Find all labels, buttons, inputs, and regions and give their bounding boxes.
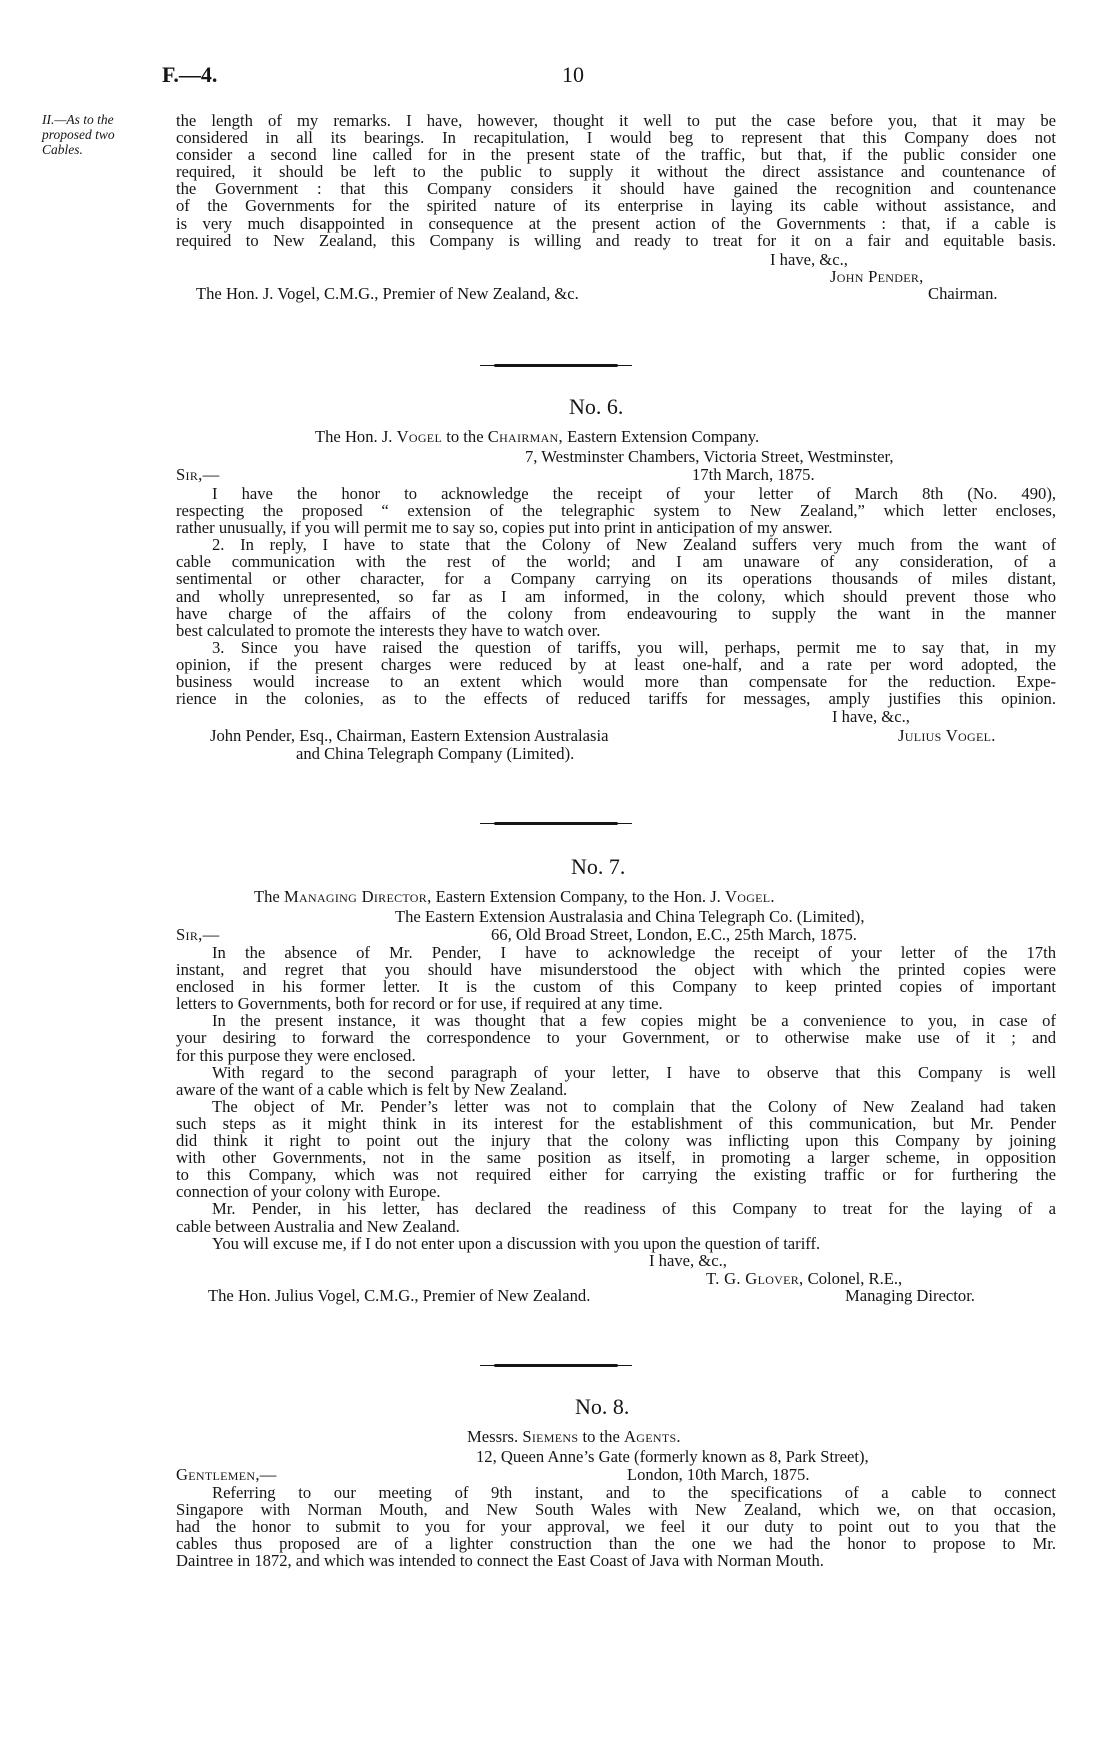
letter-body	[176, 485, 1056, 707]
body-line: 3. Since you have raised the question of tariffs, you will, perhaps, permit me to say that, in my	[212, 637, 1056, 657]
body-line: aware of the want of a cable which is felt by New Zealand.	[176, 1079, 568, 1099]
signer-name: T. G. Glover,	[706, 1269, 804, 1288]
body-line: respecting the proposed “ extension of the telegraphic system to New Zealand,” which letter encloses,	[176, 501, 1056, 521]
letter-title	[315, 428, 759, 445]
letter-body	[176, 1484, 1056, 1569]
body-line: In the present instance, it was thought that a few copies might be a convenience to you, in case of	[212, 1011, 1056, 1031]
letter-title	[467, 1428, 681, 1445]
letter-address: 66, Old Broad Street, London, E.C., 25th March, 1875.	[491, 925, 857, 944]
letter-date: 17th March, 1875.	[692, 465, 815, 484]
title-role: Chairman,	[487, 427, 563, 446]
letter-addressee: John Pender, Esq., Chairman, Eastern Extension Australasia	[210, 726, 609, 745]
letter-title	[254, 888, 775, 905]
section-divider	[494, 364, 618, 367]
body-line: In the absence of Mr. Pender, I have to acknowledge the receipt of your letter of the 17th	[212, 943, 1056, 962]
body-line: With regard to the second paragraph of your letter, I have to observe that this Company is well	[212, 1062, 1056, 1082]
body-line: enclosed in his former letter. It is the custom of this Company to keep printed copies of important	[176, 977, 1056, 997]
body-line: of the Governments for the spirited nature of its enterprise in laying its cable without assistance, and	[176, 196, 1056, 216]
letter-number: No. 6.	[569, 394, 624, 419]
letter-addressee: and China Telegraph Company (Limited).	[296, 744, 575, 763]
title-text: to the	[446, 427, 484, 446]
body-line: cable between Australia and New Zealand.	[176, 1216, 460, 1236]
body-line: Referring to our meeting of 9th instant, and to the specifications of a cable to connect	[212, 1483, 1056, 1502]
letter-closing: I have, &c.,	[832, 707, 910, 726]
title-text: The Hon. J.	[315, 427, 393, 446]
body-line: had the honor to submit to you for your approval, we feel it our duty to point out to you that the	[176, 1517, 1056, 1537]
body-line: You will excuse me, if I do not enter upon a discussion with you upon the question of tariff.	[212, 1233, 821, 1253]
margin-note-line: II.—As to the	[42, 112, 114, 127]
letter-signer-title: Managing Director.	[845, 1286, 975, 1305]
body-line: such steps as it might think in its interest for the establishment of this communication, but Mr. Pender	[176, 1113, 1056, 1133]
letter-body	[176, 944, 1056, 1252]
section-divider	[494, 822, 618, 825]
signer-rank: Colonel, R.E.,	[807, 1269, 903, 1288]
body-line: is very much disappointed in consequence at the present action of the Governments : that, if a cable is	[176, 213, 1056, 233]
letter-signer: Julius Vogel.	[898, 726, 996, 745]
body-line: rather unusually, if you will permit me to say so, copies put into print in anticipation of my answer.	[176, 518, 833, 538]
letter-addressee: The Hon. Julius Vogel, C.M.G., Premier of New Zealand.	[208, 1286, 591, 1305]
letter-number: No. 7.	[571, 854, 626, 879]
body-line: sentimental or other character, for a Company carrying on its operations thousands of miles distant,	[176, 569, 1056, 589]
body-line: required, it should be left to the public to supply it without the direct assistance and countenance of	[176, 162, 1056, 182]
body-line: The object of Mr. Pender’s letter was not to complain that the Colony of New Zealand had taken	[212, 1096, 1056, 1116]
body-line: best calculated to promote the interests they have to watch over.	[176, 620, 601, 640]
letter-number: No. 8.	[575, 1394, 630, 1419]
section-divider	[494, 1364, 618, 1367]
title-text: Eastern Extension Company.	[567, 427, 760, 446]
body-line: cable communication with the rest of the world; and I am unaware of any consideration, of a	[176, 552, 1056, 572]
body-line: letters to Governments, both for record or for use, if required at any time.	[176, 994, 663, 1014]
margin-note-line: Cables.	[42, 142, 83, 157]
salutation: Sir,—	[176, 465, 220, 484]
title-name: Vogel.	[724, 887, 775, 906]
intro-addressee: The Hon. J. Vogel, C.M.G., Premier of New Zealand, &c.	[196, 284, 579, 303]
body-line: required to New Zealand, this Company is willing and ready to treat for it on a fair and equitable basis.	[176, 230, 1056, 250]
body-line: did think it right to point out the injury that the colony was inflicting upon this Company by joining	[176, 1131, 1056, 1151]
intro-closing: I have, &c.,	[770, 250, 848, 269]
letter-closing: I have, &c.,	[649, 1251, 727, 1270]
margin-note-line: proposed two	[42, 127, 115, 142]
salutation: Gentlemen,—	[176, 1465, 277, 1484]
body-line: the Government : that this Company considers it should have gained the recognition and countenance	[176, 179, 1056, 199]
body-line: connection of your colony with Europe.	[176, 1182, 441, 1202]
title-text: Eastern Extension Company, to the Hon. J.	[435, 887, 721, 906]
letter-signer	[706, 1270, 902, 1287]
body-line: 2. In reply, I have to state that the Colony of New Zealand suffers very much from the want of	[212, 535, 1056, 555]
body-line: and wholly unrepresented, so far as I am informed, in the colony, which should prevent those who	[176, 586, 1056, 606]
page-number: 10	[562, 62, 584, 87]
body-line: consider a second line called for in the present state of the traffic, but that, if the public consider one	[176, 145, 1056, 165]
intro-signer: John Pender,	[830, 267, 924, 286]
letter-address: 12, Queen Anne’s Gate (formerly known as 8, Park Street),	[476, 1447, 869, 1466]
salutation: Sir,—	[176, 925, 220, 944]
letter-address: The Eastern Extension Australasia and China Telegraph Co. (Limited),	[395, 907, 865, 926]
title-role: Agents.	[623, 1427, 681, 1446]
title-name: Vogel	[396, 427, 443, 446]
body-line: opinion, if the present charges were reduced by at least one-half, and a rate per word adopted, the	[176, 654, 1056, 674]
title-text: to the	[582, 1427, 620, 1446]
body-line: Daintree in 1872, and which was intended to connect the East Coast of Java with Norman Mouth.	[176, 1551, 824, 1571]
body-line: have charge of the affairs of the colony from endeavouring to supply the want in the manner	[176, 603, 1056, 623]
title-role: Managing Director,	[283, 887, 432, 906]
margin-note	[42, 112, 144, 157]
body-line: I have the honor to acknowledge the receipt of your letter of March 8th (No. 490),	[212, 484, 1056, 503]
body-line: Mr. Pender, in his letter, has declared the readiness of this Company to treat for the laying of a	[212, 1199, 1056, 1219]
title-text: Messrs.	[467, 1427, 519, 1446]
intro-paragraph	[176, 112, 1056, 249]
title-name: Siemens	[522, 1427, 579, 1446]
body-line: instant, and regret that you should have misunderstood the object with which the printed copies were	[176, 960, 1056, 980]
body-line: rience in the colonies, as to the effects of reduced tariffs for messages, amply justifies this opinion.	[176, 689, 1056, 709]
letter-date: London, 10th March, 1875.	[627, 1465, 810, 1484]
body-line: the length of my remarks. I have, however, thought it well to put the case before you, that it may be	[176, 111, 1056, 130]
body-line: cables thus proposed are of a lighter construction than the one we had the honor to propose to Mr.	[176, 1534, 1056, 1554]
body-line: Singapore with Norman Mouth, and New South Wales with New Zealand, which we, on that occasion,	[176, 1500, 1056, 1520]
body-line: for this purpose they were enclosed.	[176, 1045, 416, 1065]
body-line: to this Company, which was not required either for carrying the existing traffic or for furthering the	[176, 1165, 1056, 1185]
body-line: business would increase to an extent which would more than compensate for the reduction. Expe-	[176, 672, 1056, 692]
body-line: your desiring to forward the correspondence to your Government, or to otherwise make use of it ; and	[176, 1028, 1056, 1048]
page-code: F.—4.	[162, 62, 218, 87]
body-line: considered in all its bearings. In recapitulation, I would beg to represent that this Company does not	[176, 128, 1056, 148]
intro-signer-title: Chairman.	[928, 284, 998, 303]
letter-address: 7, Westminster Chambers, Victoria Street, Westminster,	[525, 447, 894, 466]
body-line: with other Governments, not in the same position as itself, in promoting a larger scheme, in opposition	[176, 1148, 1056, 1168]
title-text: The	[254, 887, 280, 906]
